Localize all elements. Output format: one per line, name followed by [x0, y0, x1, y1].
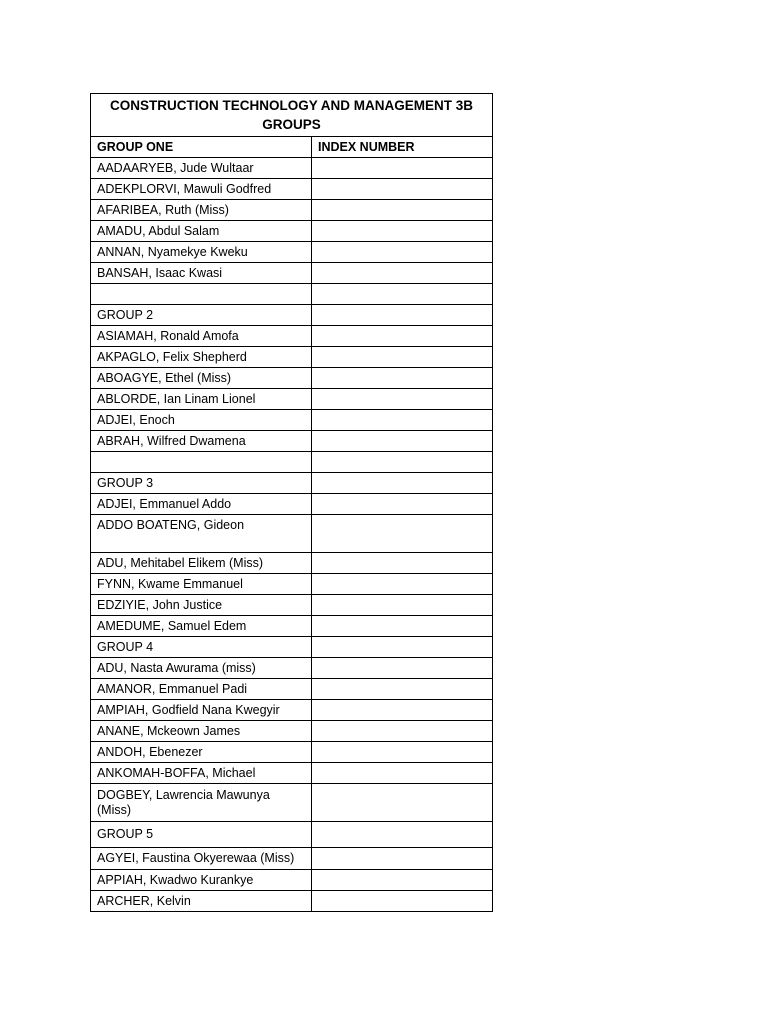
- student-name-cell: FYNN, Kwame Emmanuel: [91, 574, 312, 595]
- index-number-cell: [312, 431, 493, 452]
- index-number-cell: [312, 616, 493, 637]
- index-number-cell: [312, 200, 493, 221]
- student-name-cell: GROUP 5: [91, 822, 312, 848]
- table-row: [91, 389, 493, 410]
- student-name-cell: ABOAGYE, Ethel (Miss): [91, 368, 312, 389]
- student-name-cell: GROUP 2: [91, 305, 312, 326]
- document-title: [91, 94, 493, 137]
- table-row: [91, 574, 493, 595]
- student-name-cell: DOGBEY, Lawrencia Mawunya (Miss): [91, 784, 312, 822]
- index-number-cell: [312, 389, 493, 410]
- student-name-cell: ARCHER, Kelvin: [91, 891, 312, 912]
- student-name-cell: AGYEI, Faustina Okyerewaa (Miss): [91, 848, 312, 870]
- table-row: [91, 721, 493, 742]
- table-row: [91, 784, 493, 822]
- student-name-cell: ADU, Mehitabel Elikem (Miss): [91, 553, 312, 574]
- header-row: [91, 137, 493, 158]
- index-number-cell: [312, 658, 493, 679]
- student-name-cell: ABLORDE, Ian Linam Lionel: [91, 389, 312, 410]
- student-name-cell: ADJEI, Emmanuel Addo: [91, 494, 312, 515]
- student-name-cell: APPIAH, Kwadwo Kurankye: [91, 870, 312, 891]
- index-number-cell: [312, 410, 493, 431]
- title-row: [91, 94, 493, 137]
- student-name-cell: ADEKPLORVI, Mawuli Godfred: [91, 179, 312, 200]
- table-row: [91, 700, 493, 721]
- table-row: [91, 473, 493, 494]
- index-number-cell: [312, 452, 493, 473]
- index-number-cell: [312, 263, 493, 284]
- table-row: [91, 263, 493, 284]
- student-name-cell: AKPAGLO, Felix Shepherd: [91, 347, 312, 368]
- student-name-cell: AMPIAH, Godfield Nana Kwegyir: [91, 700, 312, 721]
- column-header-group: GROUP ONE: [91, 137, 312, 158]
- table-row: [91, 494, 493, 515]
- group-list-table: [90, 93, 493, 912]
- student-name-cell: ABRAH, Wilfred Dwamena: [91, 431, 312, 452]
- index-number-cell: [312, 763, 493, 784]
- index-number-cell: [312, 347, 493, 368]
- table-row: [91, 368, 493, 389]
- column-header-index-number: INDEX NUMBER: [312, 137, 493, 158]
- table-row: [91, 242, 493, 263]
- title-line-1: CONSTRUCTION TECHNOLOGY AND MANAGEMENT 3B: [110, 98, 474, 113]
- student-name-cell: AADAARYEB, Jude Wultaar: [91, 158, 312, 179]
- student-name-cell: ADDO BOATENG, Gideon: [91, 515, 312, 553]
- table-row: [91, 305, 493, 326]
- index-number-cell: [312, 326, 493, 347]
- index-number-cell: [312, 305, 493, 326]
- table-row: [91, 326, 493, 347]
- table-row: [91, 679, 493, 700]
- table-row: [91, 158, 493, 179]
- index-number-cell: [312, 891, 493, 912]
- index-number-cell: [312, 494, 493, 515]
- student-name-cell: BANSAH, Isaac Kwasi: [91, 263, 312, 284]
- title-line-2: GROUPS: [262, 117, 321, 132]
- table-row: [91, 822, 493, 848]
- index-number-cell: [312, 742, 493, 763]
- table-row: [91, 763, 493, 784]
- table-row: [91, 553, 493, 574]
- index-number-cell: [312, 553, 493, 574]
- table-row: [91, 221, 493, 242]
- index-number-cell: [312, 595, 493, 616]
- student-name-cell: [91, 452, 312, 473]
- student-name-cell: EDZIYIE, John Justice: [91, 595, 312, 616]
- index-number-cell: [312, 679, 493, 700]
- table-row: [91, 515, 493, 553]
- index-number-cell: [312, 242, 493, 263]
- index-number-cell: [312, 822, 493, 848]
- index-number-cell: [312, 784, 493, 822]
- student-name-cell: GROUP 3: [91, 473, 312, 494]
- index-number-cell: [312, 637, 493, 658]
- index-number-cell: [312, 368, 493, 389]
- table-row: [91, 848, 493, 870]
- table-row: [91, 742, 493, 763]
- index-number-cell: [312, 700, 493, 721]
- index-number-cell: [312, 158, 493, 179]
- student-name-cell: AFARIBEA, Ruth (Miss): [91, 200, 312, 221]
- student-name-cell: AMEDUME, Samuel Edem: [91, 616, 312, 637]
- index-number-cell: [312, 848, 493, 870]
- student-name-cell: AMADU, Abdul Salam: [91, 221, 312, 242]
- student-name-cell: ANDOH, Ebenezer: [91, 742, 312, 763]
- student-name-cell: ADJEI, Enoch: [91, 410, 312, 431]
- index-number-cell: [312, 515, 493, 553]
- student-name-cell: ANANE, Mckeown James: [91, 721, 312, 742]
- index-number-cell: [312, 179, 493, 200]
- index-number-cell: [312, 473, 493, 494]
- table-row: [91, 616, 493, 637]
- index-number-cell: [312, 284, 493, 305]
- student-name-cell: ANKOMAH-BOFFA, Michael: [91, 763, 312, 784]
- student-name-cell: ADU, Nasta Awurama (miss): [91, 658, 312, 679]
- table-row: [91, 179, 493, 200]
- student-name-cell: [91, 284, 312, 305]
- student-name-cell: ANNAN, Nyamekye Kweku: [91, 242, 312, 263]
- index-number-cell: [312, 221, 493, 242]
- student-name-cell: GROUP 4: [91, 637, 312, 658]
- student-name-cell: AMANOR, Emmanuel Padi: [91, 679, 312, 700]
- table-row: [91, 595, 493, 616]
- table-row: [91, 870, 493, 891]
- table-row: [91, 891, 493, 912]
- table-row: [91, 410, 493, 431]
- index-number-cell: [312, 870, 493, 891]
- table-row: [91, 452, 493, 473]
- table-row: [91, 658, 493, 679]
- table-row: [91, 200, 493, 221]
- table-row: [91, 347, 493, 368]
- table-row: [91, 637, 493, 658]
- student-name-cell: ASIAMAH, Ronald Amofa: [91, 326, 312, 347]
- table-row: [91, 431, 493, 452]
- index-number-cell: [312, 574, 493, 595]
- table-row: [91, 284, 493, 305]
- index-number-cell: [312, 721, 493, 742]
